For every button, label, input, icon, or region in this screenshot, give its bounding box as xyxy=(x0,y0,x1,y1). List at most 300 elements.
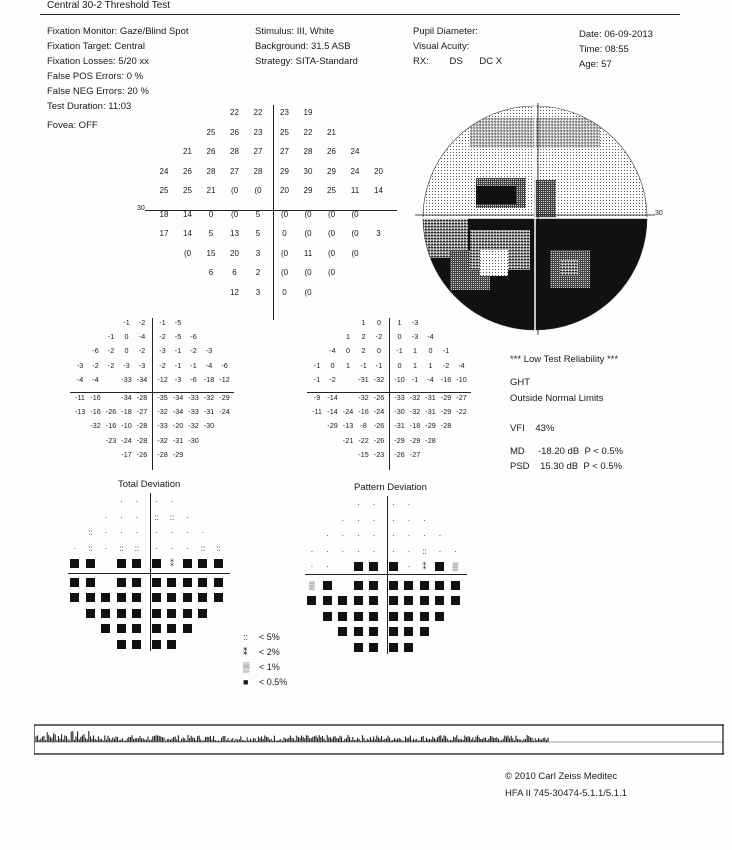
p05-square-icon xyxy=(369,627,378,636)
total-deviation-values-cell: -13 xyxy=(74,407,86,417)
threshold-values-cell: 0 xyxy=(282,287,287,297)
p05-square-icon xyxy=(354,612,363,621)
p05-square-icon xyxy=(132,593,141,602)
total-deviation-values-cell: -3 xyxy=(76,360,84,370)
p05-square-icon xyxy=(198,609,207,618)
threshold-values-cell: 12 xyxy=(230,287,239,297)
total-deviation-values-cell: -34 xyxy=(172,393,184,402)
threshold-values-cell: 26 xyxy=(327,147,336,156)
normal-dot-icon: · xyxy=(104,512,108,522)
p05-square-icon xyxy=(435,596,444,605)
normal-dot-icon: · xyxy=(120,497,123,506)
threshold-values-cell: 24 xyxy=(350,166,360,176)
threshold-values-cell: 27 xyxy=(280,147,289,156)
stimulus-parameters xyxy=(255,24,358,69)
total-deviation-values-cell: -30 xyxy=(188,435,199,445)
pattern-deviation-values-cell: -22 xyxy=(456,407,467,417)
exam-info xyxy=(579,27,653,72)
normal-dot-icon: · xyxy=(423,531,426,540)
p05-square-icon xyxy=(214,559,223,568)
total-deviation-values-cell: 0 xyxy=(124,346,129,356)
total-deviation-values-cell: -28 xyxy=(157,449,168,459)
p5-symbol-icon: :: xyxy=(134,543,140,553)
legend-item-p2 xyxy=(243,645,287,660)
pd-prob-horizontal-axis xyxy=(305,574,467,575)
vfi-value: VFI 43% xyxy=(510,423,555,434)
p05-square-icon xyxy=(86,609,95,618)
total-deviation-values-cell: -4 xyxy=(138,332,146,342)
normal-dot-icon: · xyxy=(135,497,139,506)
threshold-values-cell: 3 xyxy=(255,248,261,258)
pattern-deviation-values-cell: -29 xyxy=(394,435,405,445)
test-duration: Test Duration: 11:03 xyxy=(47,101,132,112)
p5-symbol-icon: :: xyxy=(422,546,427,556)
normal-dot-icon: · xyxy=(372,500,376,509)
p05-square-icon xyxy=(167,578,176,587)
p05-square-icon xyxy=(183,624,192,633)
total-deviation-values-cell: -4 xyxy=(76,374,84,384)
total-deviation-values-cell: -28 xyxy=(136,393,148,402)
total-deviation-values-cell: -6 xyxy=(190,332,197,342)
p05-square-icon xyxy=(198,559,207,568)
threshold-values-cell: 18 xyxy=(159,209,169,219)
total-deviation-values-cell: -33 xyxy=(157,421,168,431)
p05-square-icon xyxy=(86,578,95,587)
normal-dot-icon: · xyxy=(372,546,376,556)
total-deviation-values-cell: -18 xyxy=(121,407,132,417)
pattern-deviation-values-cell: 2 xyxy=(361,332,366,342)
total-deviation-values-cell: -2 xyxy=(159,360,166,370)
total-deviation-values-cell: -10 xyxy=(121,421,132,431)
p05-square-icon xyxy=(214,578,223,587)
threshold-values-cell: 15 xyxy=(206,248,216,258)
pattern-deviation-values-cell: -16 xyxy=(440,374,452,384)
pattern-deviation-values-cell: -29 xyxy=(440,393,452,402)
pattern-deviation-values-cell: -26 xyxy=(394,449,405,459)
total-deviation-values-cell: -5 xyxy=(174,318,182,327)
visual-acuity: Visual Acuity: xyxy=(413,41,470,52)
threshold-plot xyxy=(137,105,405,325)
total-deviation-values-cell: -3 xyxy=(138,360,146,370)
normal-dot-icon: · xyxy=(423,515,426,525)
threshold-values-cell: 6 xyxy=(208,268,214,277)
p05-square-icon xyxy=(132,624,141,633)
p05-square-icon xyxy=(117,559,126,568)
normal-dot-icon: · xyxy=(326,562,329,571)
total-deviation-values-cell: -33 xyxy=(188,393,199,402)
normal-dot-icon: · xyxy=(341,531,345,540)
p05-square-icon xyxy=(183,578,192,587)
p05-square-icon xyxy=(214,593,223,602)
threshold-values-cell: 25 xyxy=(206,127,216,137)
pattern-deviation-values-cell: -9 xyxy=(313,393,321,402)
threshold-values-cell: (0 xyxy=(351,248,359,258)
threshold-values-cell: 30 xyxy=(303,166,313,176)
threshold-values-cell: 21 xyxy=(206,186,216,195)
pattern-deviation-values-cell: -2 xyxy=(329,374,336,384)
p05-square-icon xyxy=(338,627,347,636)
threshold-values-cell: 14 xyxy=(183,209,192,219)
threshold-values-cell: (0 xyxy=(280,268,289,277)
total-deviation-values-cell: -1 xyxy=(174,346,182,356)
pattern-deviation-values-cell: -28 xyxy=(440,421,452,431)
td-prob-horizontal-axis xyxy=(68,573,230,574)
pattern-deviation-values-cell: -13 xyxy=(342,421,354,431)
pattern-deviation-values-cell: -22 xyxy=(358,435,369,445)
p5-symbol-icon: :: xyxy=(200,543,206,553)
total-deviation-values-cell: -5 xyxy=(174,332,182,342)
total-deviation-values-cell: -16 xyxy=(105,421,117,431)
p05-square-icon xyxy=(183,559,192,568)
p05-square-icon xyxy=(323,581,332,590)
threshold-values-cell: 11 xyxy=(350,186,360,195)
normal-dot-icon: · xyxy=(186,528,189,537)
threshold-values-cell: 6 xyxy=(232,268,237,277)
total-deviation-values-cell: -1 xyxy=(107,332,115,342)
rx-ds: DS xyxy=(449,56,463,67)
p05-square-icon xyxy=(183,609,192,618)
total-deviation-values-cell: -2 xyxy=(107,360,115,370)
p05-square-icon xyxy=(198,578,207,587)
p05-square-icon xyxy=(152,593,161,602)
threshold-values-cell: 29 xyxy=(303,186,313,195)
patient-age: Age: 57 xyxy=(579,59,612,70)
total-deviation-values-cell: -4 xyxy=(92,374,99,384)
pattern-deviation-values-cell: -14 xyxy=(327,393,338,402)
total-deviation-values-cell: -30 xyxy=(203,421,215,431)
threshold-values-cell: 5 xyxy=(208,229,214,238)
threshold-values-cell: (0 xyxy=(254,186,262,195)
threshold-values-cell: (0 xyxy=(327,268,336,277)
pattern-deviation-values-cell: -29 xyxy=(425,421,436,431)
threshold-values-cell: 23 xyxy=(253,127,263,137)
threshold-values-cell: 29 xyxy=(327,166,336,176)
p05-square-icon xyxy=(132,640,141,649)
p05-square-icon xyxy=(117,578,126,587)
axis-label-30-left: 30 xyxy=(137,205,145,212)
p2-symbol-icon: ⁑ xyxy=(243,647,248,657)
rx-label: RX: xyxy=(413,56,429,67)
p5-symbol-icon: :: xyxy=(119,543,124,553)
gaze-tracking-strip xyxy=(34,722,724,762)
total-deviation-values-cell: -20 xyxy=(172,421,184,431)
pattern-deviation-values-cell: -4 xyxy=(329,346,336,356)
p05-square-icon xyxy=(354,562,363,571)
threshold-values-cell: 28 xyxy=(253,166,263,176)
normal-dot-icon: · xyxy=(372,531,376,540)
normal-dot-icon: · xyxy=(104,543,108,553)
pattern-deviation-values-cell: 1 xyxy=(413,360,417,370)
p2-symbol-icon: ⁑ xyxy=(170,559,174,568)
p05-square-icon xyxy=(117,609,126,618)
false-neg-errors: False NEG Errors: 20 % xyxy=(47,86,149,97)
threshold-values-cell: 27 xyxy=(230,166,239,176)
total-deviation-values-cell: -33 xyxy=(188,407,199,417)
pattern-deviation-values-cell: -14 xyxy=(327,407,338,417)
p05-square-icon xyxy=(435,562,444,571)
total-deviation-values-cell: -24 xyxy=(219,407,230,417)
total-deviation-values-cell: -31 xyxy=(203,407,215,417)
low-reliability-warning: *** Low Test Reliability *** xyxy=(510,354,619,365)
threshold-values-cell: (0 xyxy=(280,209,289,219)
normal-dot-icon: · xyxy=(341,546,345,556)
axis-label-30-right: 30 xyxy=(655,210,663,217)
total-deviation-values-cell: -12 xyxy=(219,374,230,384)
p05-square-icon xyxy=(404,627,413,636)
p05-square-icon xyxy=(117,640,126,649)
threshold-values-cell: (0 xyxy=(230,186,239,195)
p5-symbol-icon: :: xyxy=(88,543,93,553)
p05-square-icon xyxy=(101,609,110,618)
pattern-deviation-values-cell: 1 xyxy=(361,318,366,327)
threshold-values-cell: (0 xyxy=(230,209,239,219)
p05-symbol-icon: ■ xyxy=(243,677,249,687)
p05-square-icon xyxy=(389,596,398,605)
pattern-deviation-values-cell: 2 xyxy=(361,346,366,356)
total-deviation-values-cell: -32 xyxy=(157,407,168,417)
normal-dot-icon: · xyxy=(407,515,411,525)
normal-dot-icon: · xyxy=(357,546,360,556)
p05-square-icon xyxy=(389,562,398,571)
pattern-deviation-values-cell: -30 xyxy=(394,407,405,417)
threshold-values-cell: 28 xyxy=(206,166,216,176)
p05-square-icon xyxy=(354,643,363,652)
pattern-deviation-values-cell: -2 xyxy=(442,360,450,370)
pattern-deviation-values-cell: -27 xyxy=(409,449,421,459)
pattern-deviation-values-cell: 1 xyxy=(397,318,402,327)
fixation-target: Fixation Target: Central xyxy=(47,41,146,52)
p5-symbol-icon: :: xyxy=(216,543,221,553)
false-pos-errors: False POS Errors: 0 % xyxy=(47,71,144,82)
total-deviation-values-cell: -2 xyxy=(190,346,197,356)
pattern-deviation-values-cell: -2 xyxy=(375,332,383,342)
pattern-deviation-values-cell: -11 xyxy=(312,407,322,417)
pattern-deviation-values-cell: -31 xyxy=(358,374,369,384)
pattern-deviation-values-cell: -4 xyxy=(458,360,465,370)
exam-date: Date: 06-09-2013 xyxy=(579,29,653,40)
pattern-deviation-values-cell: -31 xyxy=(394,421,405,431)
p05-square-icon xyxy=(369,643,378,652)
total-deviation-values-cell: -11 xyxy=(75,393,85,402)
p5-symbol-icon: :: xyxy=(88,528,93,537)
threshold-values-cell: 14 xyxy=(183,229,192,238)
p05-square-icon xyxy=(167,624,176,633)
normal-dot-icon: · xyxy=(201,528,205,537)
threshold-values-cell: (0 xyxy=(351,229,359,238)
total-deviation-values-cell: -3 xyxy=(205,346,213,356)
p05-square-icon xyxy=(369,612,378,621)
total-deviation-values-cell: -3 xyxy=(174,374,182,384)
normal-dot-icon: · xyxy=(155,497,158,506)
total-deviation-values-cell: -34 xyxy=(172,407,184,417)
p05-square-icon xyxy=(354,596,363,605)
total-deviation-values-cell: -1 xyxy=(123,318,130,327)
pattern-deviation-values-cell: -26 xyxy=(373,421,385,431)
normal-dot-icon: · xyxy=(407,562,411,571)
total-deviation-values-cell: -3 xyxy=(123,360,130,370)
total-deviation-values-cell: -1 xyxy=(174,360,182,370)
p05-square-icon xyxy=(167,593,176,602)
total-deviation-values-cell: 0 xyxy=(124,332,129,342)
normal-dot-icon: · xyxy=(357,500,360,509)
total-deviation-values-cell: -1 xyxy=(190,360,197,370)
p05-square-icon xyxy=(117,593,126,602)
p05-square-icon xyxy=(183,593,192,602)
pattern-deviation-values-cell: 1 xyxy=(346,332,350,342)
total-deviation-values-cell: -32 xyxy=(203,393,215,402)
normal-dot-icon: · xyxy=(155,528,158,537)
threshold-values-cell: 14 xyxy=(374,186,383,195)
p05-square-icon xyxy=(167,609,176,618)
threshold-values-cell: 22 xyxy=(253,108,263,117)
total-deviation-values xyxy=(68,318,248,473)
normal-dot-icon: · xyxy=(326,531,329,540)
pattern-deviation-values-cell: -29 xyxy=(409,435,421,445)
threshold-values-cell: 24 xyxy=(350,147,360,156)
threshold-values-cell: 24 xyxy=(159,166,169,176)
pattern-deviation-values-cell: -32 xyxy=(409,407,421,417)
pattern-deviation-values-cell: 0 xyxy=(346,346,350,356)
ght-label: GHT xyxy=(510,377,531,388)
p05-square-icon xyxy=(167,640,176,649)
threshold-values-cell: 17 xyxy=(159,229,169,238)
p05-square-icon xyxy=(338,612,347,621)
total-deviation-values-cell: -16 xyxy=(90,393,101,402)
total-deviation-values-cell: -17 xyxy=(121,449,132,459)
p05-square-icon xyxy=(152,609,161,618)
total-deviation-values-cell: -32 xyxy=(188,421,199,431)
p05-square-icon xyxy=(369,581,378,590)
pattern-deviation-values-cell: -32 xyxy=(358,393,369,402)
pattern-deviation-values-cell: -24 xyxy=(373,407,385,417)
threshold-values-cell: 26 xyxy=(183,166,192,176)
threshold-values-cell: 5 xyxy=(255,209,261,219)
copyright: © 2010 Carl Zeiss Meditec xyxy=(505,771,618,782)
total-deviation-values-cell: -27 xyxy=(136,407,148,417)
p05-square-icon xyxy=(152,624,161,633)
normal-dot-icon: · xyxy=(326,546,329,556)
p05-square-icon xyxy=(369,562,378,571)
pattern-deviation-values-cell: -1 xyxy=(442,346,450,356)
pattern-deviation-label: Pattern Deviation xyxy=(354,482,427,493)
normal-dot-icon: · xyxy=(155,543,158,553)
normal-dot-icon: · xyxy=(438,531,442,540)
threshold-values-cell: 5 xyxy=(255,229,261,238)
normal-dot-icon: · xyxy=(135,512,139,522)
p05-square-icon xyxy=(354,627,363,636)
pattern-deviation-values-cell: -1 xyxy=(313,360,321,370)
stimulus: Stimulus: III, White xyxy=(255,26,335,37)
total-deviation-probability-plot xyxy=(68,493,238,653)
threshold-values-cell: 27 xyxy=(253,147,263,156)
p5-symbol-icon: :: xyxy=(154,512,159,522)
pattern-deviation-values-cell: -31 xyxy=(425,393,436,402)
p05-square-icon xyxy=(389,643,398,652)
normal-dot-icon: · xyxy=(372,515,376,525)
threshold-values-cell: 19 xyxy=(303,108,313,117)
pattern-deviation-values xyxy=(305,318,485,473)
fixation-monitor: Fixation Monitor: Gaze/Blind Spot xyxy=(47,26,189,37)
legend-text: < 1% xyxy=(259,662,280,672)
total-deviation-values-cell: -6 xyxy=(221,360,228,370)
fixation-losses: Fixation Losses: 5/20 xx xyxy=(47,56,149,67)
p5-symbol-icon: :: xyxy=(169,512,175,522)
threshold-values-cell: 29 xyxy=(280,166,289,176)
pattern-deviation-values-cell: -10 xyxy=(394,374,405,384)
p1-symbol-icon: ▒ xyxy=(243,662,250,672)
threshold-values-cell: 28 xyxy=(230,147,239,156)
p05-square-icon xyxy=(420,581,429,590)
p05-square-icon xyxy=(435,612,444,621)
pattern-deviation-values-cell: 1 xyxy=(413,346,417,356)
total-deviation-values-cell: -2 xyxy=(159,332,166,342)
pattern-deviation-values-cell: -24 xyxy=(342,407,354,417)
p2-symbol-icon: ⁑ xyxy=(422,562,427,571)
normal-dot-icon: · xyxy=(341,515,345,525)
total-deviation-values-cell: -3 xyxy=(159,346,166,356)
threshold-values-cell: 22 xyxy=(230,108,239,117)
pattern-deviation-values-cell: -3 xyxy=(411,318,419,327)
threshold-values-cell: 25 xyxy=(280,127,289,137)
probability-legend xyxy=(243,630,287,690)
total-deviation-values-cell: -33 xyxy=(121,374,132,384)
threshold-values-cell: (0 xyxy=(351,209,359,219)
p05-square-icon xyxy=(369,596,378,605)
total-deviation-values-cell: -31 xyxy=(172,435,184,445)
p05-square-icon xyxy=(404,596,413,605)
p05-square-icon xyxy=(389,581,398,590)
background: Background: 31.5 ASB xyxy=(255,41,351,52)
pattern-deviation-values-cell: -23 xyxy=(373,449,385,459)
threshold-values-cell: (0 xyxy=(327,209,336,219)
pattern-deviation-values-cell: -28 xyxy=(425,435,436,445)
p05-square-icon xyxy=(338,596,347,605)
pattern-deviation-values-cell: -1 xyxy=(375,360,383,370)
p05-square-icon xyxy=(404,581,413,590)
total-deviation-values-cell: -16 xyxy=(90,407,101,417)
patient-optics xyxy=(413,24,502,69)
threshold-values-cell: (0 xyxy=(183,248,192,258)
pattern-deviation-values-cell: -1 xyxy=(360,360,367,370)
total-deviation-values-cell: -26 xyxy=(136,449,148,459)
threshold-values-cell: (0 xyxy=(304,229,312,238)
threshold-values-cell: 22 xyxy=(303,127,313,137)
p05-square-icon xyxy=(70,559,79,568)
greyscale-field xyxy=(410,100,660,340)
pattern-deviation-values-cell: -27 xyxy=(456,393,467,402)
total-deviation-label: Total Deviation xyxy=(118,479,181,490)
total-deviation-values-cell: -6 xyxy=(190,374,197,384)
p05-square-icon xyxy=(420,612,429,621)
pattern-deviation-values-cell: -33 xyxy=(394,393,405,402)
instrument-model: HFA II 745-30474-5.1.1/5.1.1 xyxy=(505,788,628,799)
p05-square-icon xyxy=(70,593,79,602)
threshold-values-cell: 23 xyxy=(280,108,289,117)
pattern-deviation-values-cell: -18 xyxy=(409,421,421,431)
ght-value: Outside Normal Limits xyxy=(510,393,604,404)
normal-dot-icon: · xyxy=(392,546,395,556)
threshold-values-cell: (0 xyxy=(327,229,336,238)
pattern-deviation-values-cell: -1 xyxy=(396,346,403,356)
total-deviation-values-cell: -2 xyxy=(107,346,115,356)
normal-dot-icon: · xyxy=(407,531,411,540)
psd-value: PSD 15.30 dB P < 0.5% xyxy=(510,461,623,472)
p05-square-icon xyxy=(354,581,363,590)
total-deviation-values-cell: -2 xyxy=(92,360,99,370)
pattern-deviation-values-cell: -8 xyxy=(360,421,367,431)
p05-square-icon xyxy=(404,612,413,621)
normal-dot-icon: · xyxy=(170,528,174,537)
